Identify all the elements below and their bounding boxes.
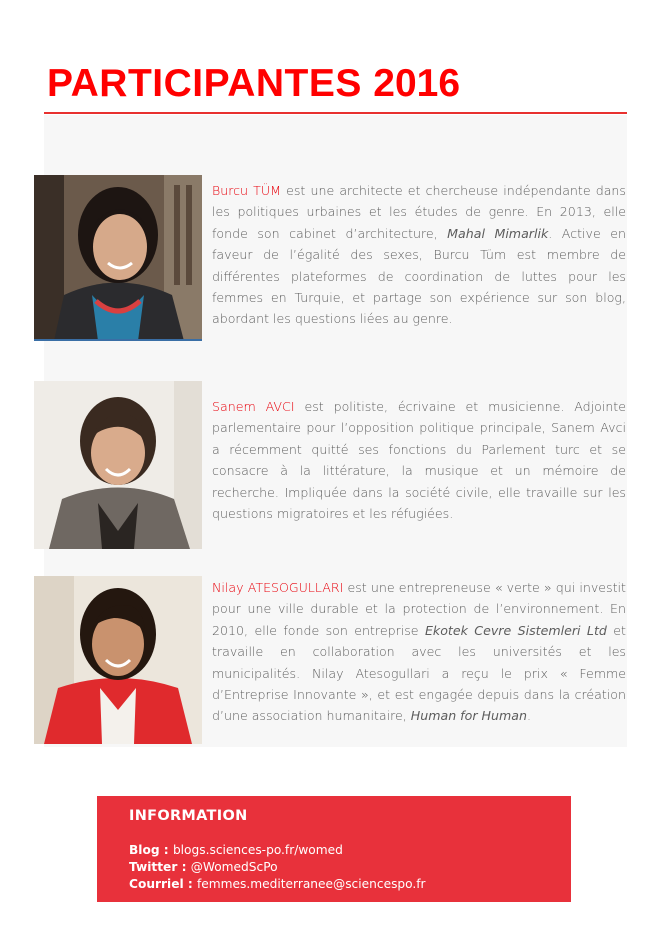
bio-emphasis: Human for Human xyxy=(410,708,527,724)
bio-emphasis: Mahal Mimarlik xyxy=(447,225,549,241)
information-box xyxy=(97,796,571,902)
info-blog-line xyxy=(129,842,343,859)
info-email-line xyxy=(129,876,426,893)
bio-text: est une entrepreneuse « verte » qui investit pour une ville durable et la protection de l’environnement. En 2010, elle fonde son entreprise xyxy=(212,580,626,638)
info-blog-label: Blog : xyxy=(129,843,173,857)
bio-text: . xyxy=(526,708,531,724)
participant-name: Sanem AVCI xyxy=(212,399,295,414)
participant-bio-nilay xyxy=(212,577,626,727)
info-twitter-line xyxy=(129,859,278,876)
information-heading: INFORMATION xyxy=(129,808,248,824)
info-blog-link[interactable]: blogs.sciences-po.fr/womed xyxy=(172,843,343,857)
participant-photo-burcu xyxy=(34,175,202,341)
bio-text: est politiste, écrivaine et musicienne. Adjointe parlementaire pour l’opposition politique principale, Sanem Avci a récemment quitté ses fonctions du Parlement turc et se consacre à la littérature, la musique et un mémoire de recherche. Impliquée dans la société civile, elle travaille sur les questions migratoires et les réfugiées. xyxy=(212,399,626,522)
info-twitter-handle[interactable]: @WomedScPo xyxy=(190,860,278,874)
page-title-year: 2016 xyxy=(373,62,461,105)
bio-text: . Active en faveur de l’égalité des sexes, Burcu Tüm est membre de différentes plateformes de coordination de luttes pour les femmes en Turquie, et partage son expérience sur son blog, abordant les questions liées au genre. xyxy=(212,225,626,327)
info-twitter-label: Twitter : xyxy=(129,860,191,874)
page-title-word: PARTICIPANTES xyxy=(47,62,362,105)
title-divider xyxy=(44,112,627,114)
participant-name: Burcu TÜM xyxy=(212,183,281,198)
participant-name: Nilay ATESOGULLARI xyxy=(212,580,344,595)
participant-bio-burcu xyxy=(212,180,626,330)
info-email-address[interactable]: femmes.mediterranee@sciencespo.fr xyxy=(197,877,426,891)
page-title xyxy=(47,60,460,108)
participant-bio-sanem xyxy=(212,396,626,524)
bio-text: est une architecte et chercheuse indépendante dans les politiques urbaines et les études de genre. En 2013, elle fonde son cabinet d’architecture, xyxy=(212,183,626,241)
info-email-label: Courriel : xyxy=(129,877,197,891)
participant-photo-sanem xyxy=(34,381,202,549)
bio-text: et travaille en collaboration avec les universités et les municipalités. Nilay Atesogullari a reçu le prix « Femme d’Entreprise Innovante », et est engagée depuis dans la création d’une association humanitaire, xyxy=(212,622,626,724)
bio-emphasis: Ekotek Cevre Sistemleri Ltd xyxy=(424,622,607,638)
participant-photo-nilay xyxy=(34,576,202,744)
